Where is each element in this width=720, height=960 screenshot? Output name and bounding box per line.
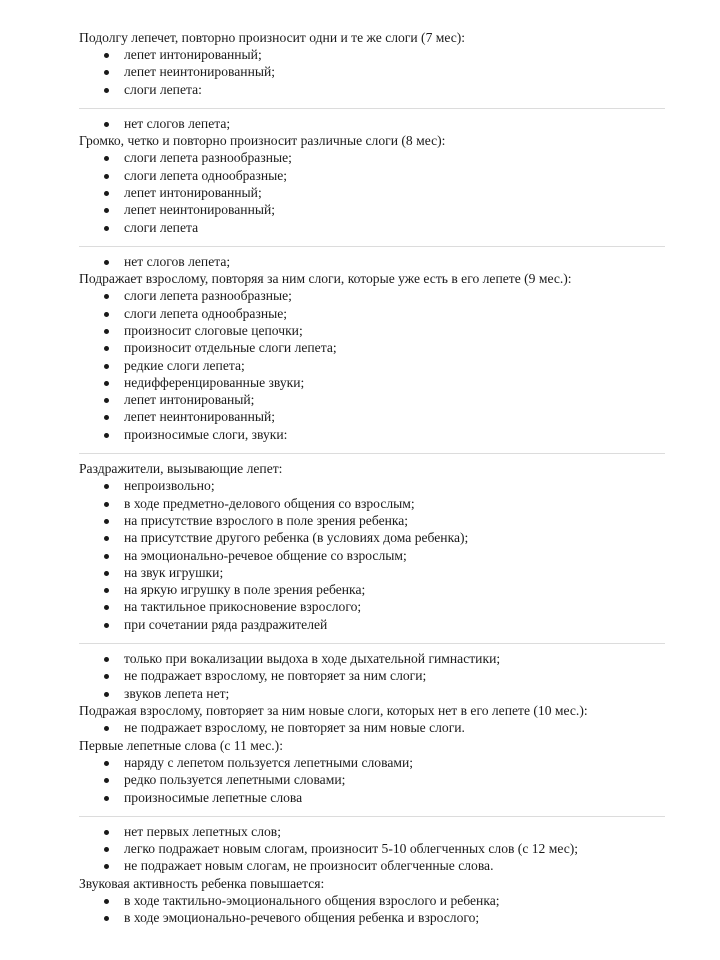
list-item: лепет интонированный; bbox=[124, 47, 262, 62]
list-item: на присутствие другого ребенка (в условиях дома ребенка); bbox=[124, 530, 469, 545]
list-item: произносит слоговые цепочки; bbox=[124, 323, 303, 338]
list-item: наряду с лепетом пользуется лепетными словами; bbox=[124, 755, 414, 770]
list-item: недифференцированные звуки; bbox=[124, 375, 305, 390]
heading-9-months: Подражает взрослому, повторяя за ним слоги, которые уже есть в его лепете (9 мес.): bbox=[79, 271, 572, 286]
list-item: в ходе тактильно-эмоционального общения взрослого и ребенка; bbox=[124, 893, 500, 908]
list-item: только при вокализации выдоха в ходе дыхательной гимнастики; bbox=[124, 651, 501, 666]
list-item: в ходе предметно-делового общения со взрослым; bbox=[124, 496, 415, 511]
list-item: слоги лепета однообразные; bbox=[124, 168, 288, 183]
divider bbox=[79, 643, 665, 644]
list-item: на присутствие взрослого в поле зрения ребенка; bbox=[124, 513, 409, 528]
list-item: нет первых лепетных слов; bbox=[124, 824, 281, 839]
list-item: лепет неинтонированный; bbox=[124, 409, 276, 424]
list-item: лепет интонированный; bbox=[124, 185, 262, 200]
list-item: нет слогов лепета; bbox=[124, 116, 231, 131]
list-item: на звук игрушки; bbox=[124, 565, 224, 580]
list-item: произносимые лепетные слова bbox=[124, 790, 303, 805]
heading-8-months: Громко, четко и повторно произносит различные слоги (8 мес): bbox=[79, 133, 446, 148]
list-item: слоги лепета: bbox=[124, 82, 202, 97]
list-item: слоги лепета разнообразные; bbox=[124, 150, 292, 165]
list-item: лепет интонированый; bbox=[124, 392, 255, 407]
divider bbox=[79, 246, 665, 247]
list-item: редко пользуется лепетными словами; bbox=[124, 772, 346, 787]
list-item: на яркую игрушку в поле зрения ребенка; bbox=[124, 582, 366, 597]
list-item: при сочетании ряда раздражителей bbox=[124, 617, 328, 632]
list-item: лепет неинтонированный; bbox=[124, 64, 276, 79]
list-item: слоги лепета однообразные; bbox=[124, 306, 288, 321]
list-item: редкие слоги лепета; bbox=[124, 358, 245, 373]
list-item: не подражает взрослому, не повторяет за ним слоги; bbox=[124, 668, 427, 683]
list-item: произносимые слоги, звуки: bbox=[124, 427, 288, 442]
list-item: произносит отдельные слоги лепета; bbox=[124, 340, 337, 355]
heading-10-months: Подражая взрослому, повторяет за ним новые слоги, которых нет в его лепете (10 мес.): bbox=[79, 703, 588, 718]
list-item: легко подражает новым слогам, произносит 5-10 облегченных слов (с 12 мес); bbox=[124, 841, 579, 856]
list-item: на эмоционально-речевое общение со взрослым; bbox=[124, 548, 407, 563]
list-item: слоги лепета bbox=[124, 220, 199, 235]
list-item: в ходе эмоционально-речевого общения ребенка и взрослого; bbox=[124, 910, 480, 925]
heading-stimuli: Раздражители, вызывающие лепет: bbox=[79, 461, 283, 476]
list-item: звуков лепета нет; bbox=[124, 686, 230, 701]
divider bbox=[79, 453, 665, 454]
heading-sound-activity: Звуковая активность ребенка повышается: bbox=[79, 876, 325, 891]
list-item: на тактильное прикосновение взрослого; bbox=[124, 599, 362, 614]
list-item: нет слогов лепета; bbox=[124, 254, 231, 269]
divider bbox=[79, 108, 665, 109]
list-item: не подражает новым слогам, не произносит облегченные слова. bbox=[124, 858, 494, 873]
heading-7-months: Подолгу лепечет, повторно произносит одни и те же слоги (7 мес): bbox=[79, 30, 466, 45]
divider bbox=[79, 816, 665, 817]
list-item: лепет неинтонированный; bbox=[124, 202, 276, 217]
list-item: слоги лепета разнообразные; bbox=[124, 288, 292, 303]
list-item: непроизвольно; bbox=[124, 478, 215, 493]
heading-11-months: Первые лепетные слова (с 11 мес.): bbox=[79, 738, 283, 753]
list-item: не подражает взрослому, не повторяет за ним новые слоги. bbox=[124, 720, 465, 735]
